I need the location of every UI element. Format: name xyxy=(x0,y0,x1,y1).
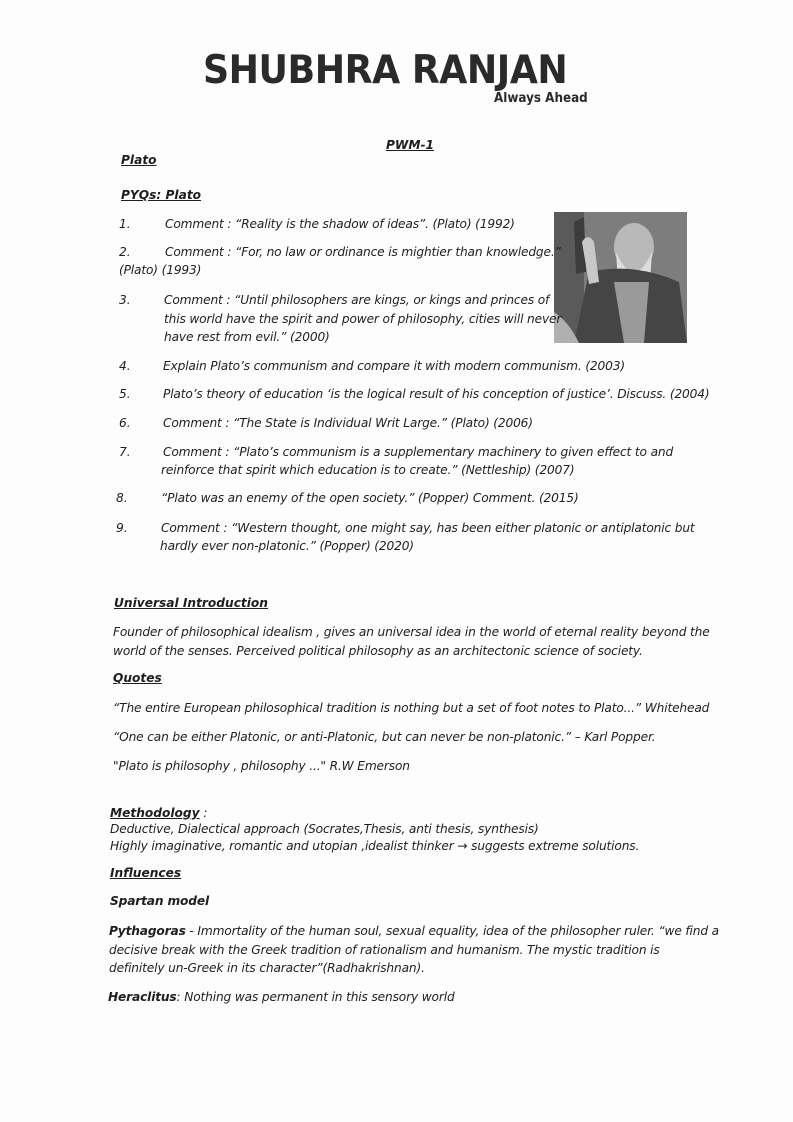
methodology-line xyxy=(110,839,639,853)
quote-item: “The entire European philosophical tradition is nothing but a set of foot notes to Plato...” Whitehead xyxy=(113,701,710,715)
pyq-number: 5. xyxy=(119,387,131,401)
pyq-heading: PYQs: Plato xyxy=(121,188,202,202)
methodology-line: Deductive, Dialectical approach (Socrates,Thesis, anti thesis, synthesis) xyxy=(110,822,539,836)
topic-heading: Plato xyxy=(121,153,157,167)
pyq-number: 4. xyxy=(119,359,131,373)
pyq-number: 9. xyxy=(116,521,128,535)
pythagoras-entry xyxy=(109,924,719,938)
influences-heading: Influences xyxy=(110,866,182,880)
pyq-text: Comment : “For, no law or ordinance is mightier than knowledge.” xyxy=(165,245,561,259)
pyq-text: reinforce that spirit which education is to create.” (Nettleship) (2007) xyxy=(161,463,575,477)
methodology-text: suggests extreme solutions. xyxy=(467,839,640,853)
pyq-number: 2. xyxy=(119,245,131,259)
heraclitus-label: Heraclitus xyxy=(108,990,177,1004)
pyq-number: 8. xyxy=(116,491,128,505)
pyq-text: “Plato was an enemy of the open society.” (Popper) Comment. (2015) xyxy=(161,491,579,505)
brand-tagline: Always Ahead xyxy=(494,91,588,106)
document-code: PWM-1 xyxy=(386,138,435,152)
pyq-text: hardly ever non-platonic.” (Popper) (2020) xyxy=(160,539,414,553)
pythagoras-text: definitely un-Greek in its character”(Radhakrishnan). xyxy=(109,961,425,975)
pyq-text: Comment : “Plato’s communism is a supplementary machinery to given effect to and xyxy=(163,445,674,459)
pyq-number: 1. xyxy=(119,217,131,231)
pythagoras-text: decisive break with the Greek tradition of rationalism and humanism. The mystic tradition is xyxy=(109,943,660,957)
pyq-text: (Plato) (1993) xyxy=(119,263,202,277)
pyq-text: have rest from evil.” (2000) xyxy=(164,330,330,344)
pyq-text: Explain Plato’s communism and compare it with modern communism. (2003) xyxy=(163,359,625,373)
pyq-text: Comment : “Until philosophers are kings, or kings and princes of xyxy=(164,293,550,307)
spartan-model-label: Spartan model xyxy=(110,894,209,908)
quote-item: "Plato is philosophy , philosophy ..." R.W Emerson xyxy=(113,759,410,773)
plato-portrait-image xyxy=(554,212,687,343)
methodology-colon: : xyxy=(199,806,208,820)
methodology-text: Highly imaginative, romantic and utopian ,idealist thinker xyxy=(110,839,458,853)
pyq-text: Plato’s theory of education ‘is the logical result of his conception of justice’. Discuss. (2004) xyxy=(163,387,710,401)
pyq-number: 6. xyxy=(119,416,131,430)
heraclitus-entry xyxy=(108,990,455,1004)
plato-portrait-icon xyxy=(554,212,687,343)
pyq-text: this world have the spirit and power of philosophy, cities will never xyxy=(164,312,562,326)
universal-intro-text: world of the senses. Perceived political philosophy as an architectonic science of society. xyxy=(113,644,643,658)
pyq-number: 7. xyxy=(119,445,131,459)
pyq-text: Comment : “Western thought, one might say, has been either platonic or antiplatonic but xyxy=(161,521,695,535)
brand-logo-title: SHUBHRA RANJAN xyxy=(203,48,568,93)
quotes-heading: Quotes xyxy=(113,671,162,685)
pyq-number: 3. xyxy=(119,293,131,307)
pyq-text: Comment : “The State is Individual Writ Large.” (Plato) (2006) xyxy=(163,416,533,430)
methodology-heading-row xyxy=(110,802,207,821)
quote-item: “One can be either Platonic, or anti-Platonic, but can never be non-platonic.” – Karl Popper. xyxy=(113,730,656,744)
pythagoras-label: Pythagoras xyxy=(109,924,186,938)
pythagoras-text: - Immortality of the human soul, sexual equality, idea of the philosopher ruler. “we find a xyxy=(185,924,719,938)
pyq-text: Comment : “Reality is the shadow of ideas”. (Plato) (1992) xyxy=(165,217,515,231)
heraclitus-text: : Nothing was permanent in this sensory world xyxy=(176,990,455,1004)
right-arrow-icon: → xyxy=(457,839,468,853)
universal-intro-heading: Universal Introduction xyxy=(114,596,268,610)
methodology-heading: Methodology xyxy=(110,806,200,820)
universal-intro-text: Founder of philosophical idealism , gives an universal idea in the world of eternal reality beyond the xyxy=(113,625,710,639)
